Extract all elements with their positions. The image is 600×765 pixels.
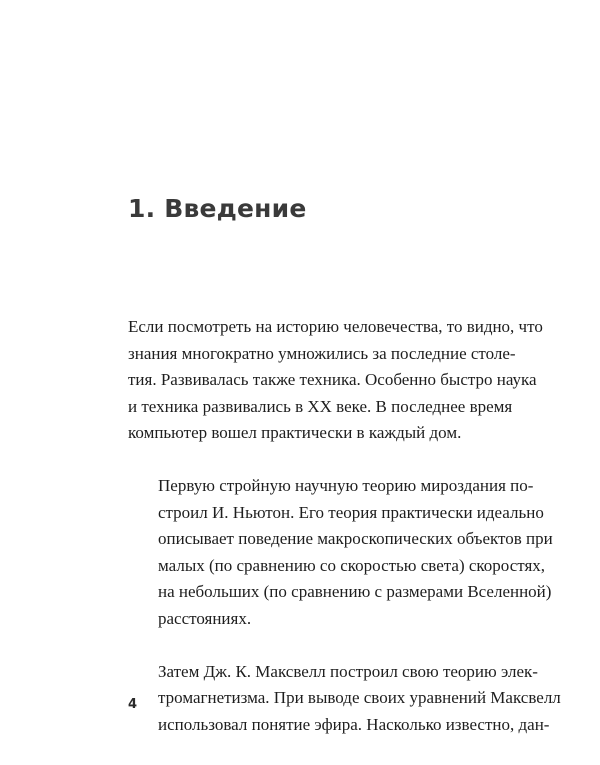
paragraph-2: [128, 473, 553, 632]
paragraph-3: [128, 659, 561, 739]
text-line: Первую стройную научную теорию мироздания по-: [158, 476, 534, 495]
text-line: описывает поведение макроскопических объектов при: [158, 529, 553, 548]
text-line: тия. Развивалась также техника. Особенно быстро наука: [128, 370, 537, 389]
text-line: использовал понятие эфира. Насколько известно, дан-: [158, 714, 550, 734]
body-text: [128, 314, 561, 765]
text-line: малых (по сравнению со скоростью света) скоростях,: [158, 555, 546, 575]
chapter-title: 1. Введение: [128, 194, 307, 223]
text-line: знания многократно умножились за последние столе-: [128, 343, 516, 363]
text-line: Если посмотреть на историю человечества, то видно, что: [128, 317, 543, 336]
text-line: Затем Дж. К. Максвелл построил свою теорию элек-: [158, 661, 538, 681]
text-line: и техника развивались в XX веке. В последнее время: [128, 396, 513, 416]
paragraph-1: [128, 314, 543, 447]
text-line: компьютер вошел практически в каждый дом.: [128, 423, 462, 442]
text-line: строил И. Ньютон. Его теория практически идеально: [158, 502, 544, 522]
page-number: 4: [128, 697, 138, 712]
text-line: расстояниях.: [158, 608, 252, 628]
text-line: на небольших (по сравнению с размерами Вселенной): [158, 582, 552, 601]
text-line: тромагнетизма. При выводе своих уравнений Максвелл: [158, 688, 561, 707]
